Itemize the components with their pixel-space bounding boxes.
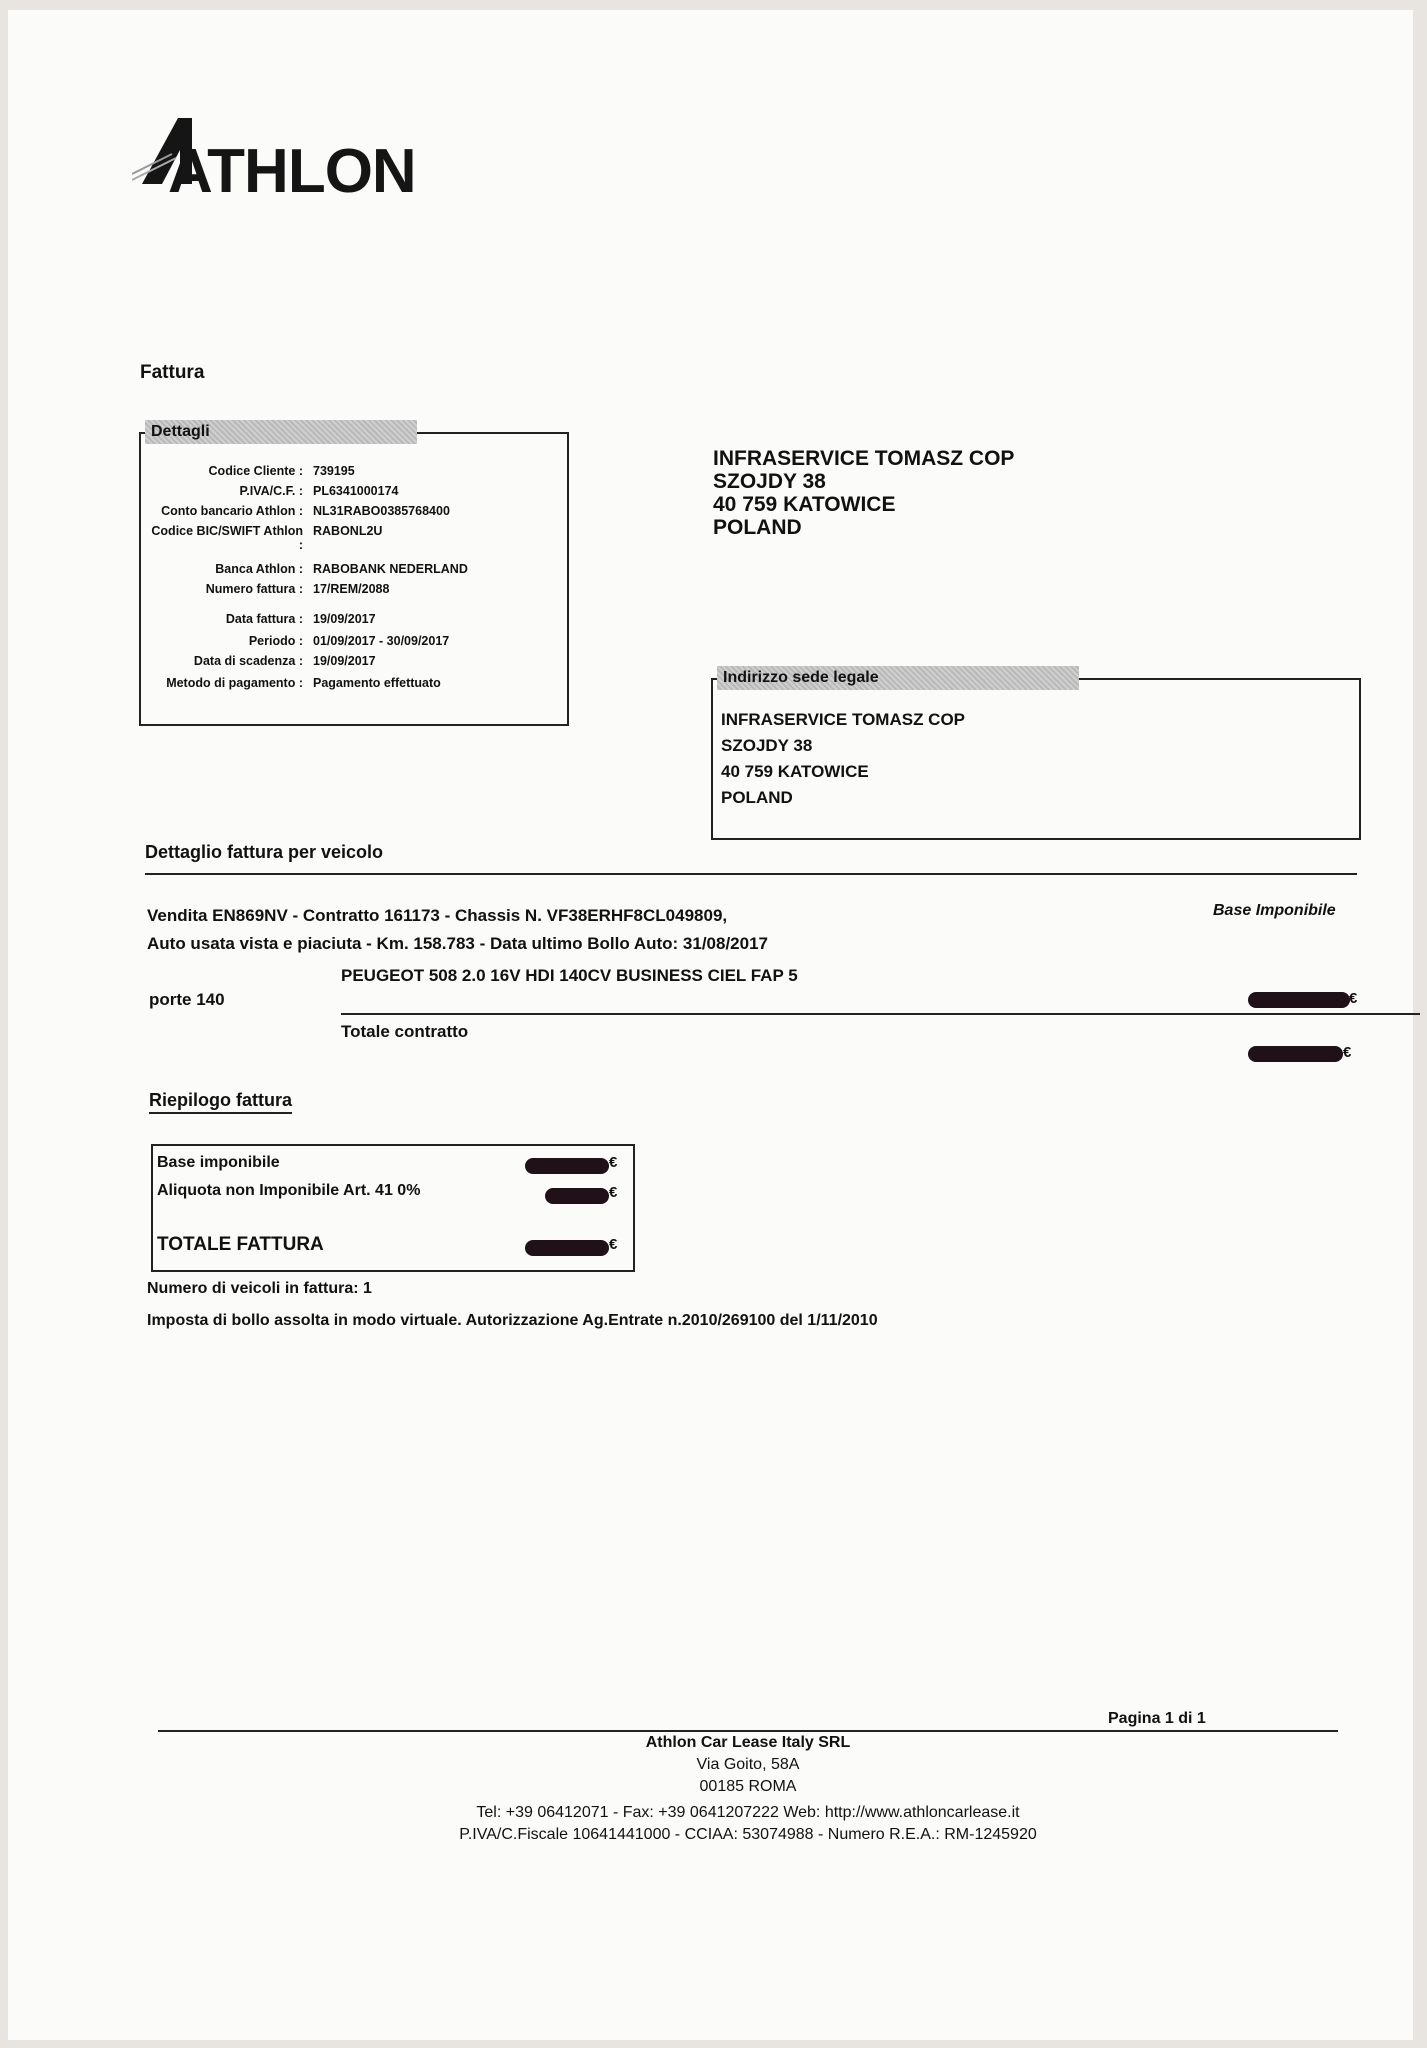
details-row-label: Data di scadenza : (193, 654, 303, 668)
legal-address-line: 40 759 KATOWICE (721, 762, 869, 781)
base-imponibile-header: Base Imponibile (1213, 902, 1336, 919)
legal-address-box (711, 669, 1361, 840)
details-row-value: 01/09/2017 - 30/09/2017 (313, 634, 450, 648)
details-row-label: Codice Cliente : (208, 464, 303, 478)
footer-street: Via Goito, 58A (696, 1756, 800, 1773)
summary-aliquota-label: Aliquota non Imponibile Art. 41 0% (157, 1182, 421, 1199)
details-row-value: NL31RABO0385768400 (313, 504, 450, 518)
details-row-label: Numero fattura : (205, 582, 303, 596)
stamp-duty-note: Imposta di bollo assolta in modo virtuale. Autorizzazione Ag.Entrate n.2010/269100 del 1/11/2010 (147, 1312, 878, 1329)
vehicle-model: PEUGEOT 508 2.0 16V HDI 140CV BUSINESS CIEL FAP 5 (341, 966, 798, 985)
redacted-amount (525, 1158, 609, 1174)
details-row-label: : (298, 538, 303, 552)
redacted-amount (525, 1240, 609, 1256)
details-box (139, 423, 569, 726)
footer-contacts: Tel: +39 06412071 - Fax: +39 0641207222 Web: http://www.athloncarlease.it (476, 1804, 1020, 1821)
currency-symbol: € (609, 1184, 618, 1201)
logo-text: ATHLON (168, 137, 416, 206)
athlon-logo (138, 110, 498, 210)
footer-company: Athlon Car Lease Italy SRL (645, 1734, 851, 1751)
vehicle-doors: porte 140 (149, 990, 225, 1009)
details-row-label: Banca Athlon : (215, 562, 303, 576)
legal-address-line: POLAND (721, 788, 793, 807)
legal-address-tab: Indirizzo sede legale (717, 666, 1079, 690)
details-row-label: P.IVA/C.F. : (239, 484, 303, 498)
recipient-line: INFRASERVICE TOMASZ COP (713, 447, 1015, 470)
details-row-value: Pagamento effettuato (313, 676, 441, 690)
footer-fiscal: P.IVA/C.Fiscale 10641441000 - CCIAA: 53074988 - Numero R.E.A.: RM-1245920 (459, 1826, 1037, 1843)
summary-heading: Riepilogo fattura (149, 1090, 292, 1114)
details-row-value: 19/09/2017 (313, 654, 376, 668)
details-tab: Dettagli (145, 420, 417, 444)
footer (158, 1734, 1338, 1844)
redacted-amount (545, 1188, 609, 1204)
vehicle-line-1: Vendita EN869NV - Contratto 161173 - Chassis N. VF38ERHF8CL049809, (147, 906, 728, 925)
redacted-amount (1248, 992, 1350, 1008)
details-row-label: Metodo di pagamento : (166, 676, 303, 690)
details-row-label: Periodo : (248, 634, 303, 648)
vehicle-count: Numero di veicoli in fattura: 1 (147, 1280, 372, 1297)
details-row-value: PL6341000174 (313, 484, 399, 498)
recipient-address (713, 447, 1014, 539)
legal-address-line: SZOJDY 38 (721, 736, 813, 755)
details-row-label: Conto bancario Athlon : (161, 504, 303, 518)
page-number: Pagina 1 di 1 (1108, 1710, 1206, 1727)
divider (341, 1013, 1420, 1015)
invoice-page (8, 10, 1413, 2040)
redacted-amount (1248, 1046, 1343, 1062)
recipient-line: POLAND (713, 516, 802, 539)
details-row-value: 17/REM/2088 (313, 582, 390, 596)
recipient-line: SZOJDY 38 (713, 470, 826, 493)
currency-symbol: € (609, 1236, 618, 1253)
currency-symbol: € (609, 1154, 618, 1171)
summary-box (151, 1144, 635, 1272)
details-row-label: Codice BIC/SWIFT Athlon (151, 524, 303, 538)
footer-city: 00185 ROMA (699, 1778, 797, 1795)
summary-total-label: TOTALE FATTURA (157, 1234, 324, 1255)
vehicle-section-heading: Dettaglio fattura per veicolo (145, 842, 384, 862)
details-row-label: Data fattura : (225, 612, 303, 626)
summary-base-label: Base imponibile (157, 1154, 280, 1171)
details-row-value: RABOBANK NEDERLAND (313, 562, 468, 576)
legal-address-line: INFRASERVICE TOMASZ COP (721, 710, 966, 729)
currency-symbol: € (1343, 1044, 1352, 1061)
details-row-value: RABONL2U (313, 524, 383, 538)
document-title: Fattura (140, 362, 205, 383)
details-row-value: 19/09/2017 (313, 612, 376, 626)
divider (145, 873, 1357, 875)
vehicle-line-2: Auto usata vista e piaciuta - Km. 158.783 - Data ultimo Bollo Auto: 31/08/2017 (147, 934, 768, 953)
details-row-value: 739195 (313, 464, 355, 478)
currency-symbol: € (1349, 990, 1358, 1007)
recipient-line: 40 759 KATOWICE (713, 493, 896, 516)
contract-total-label: Totale contratto (341, 1022, 469, 1041)
footer-divider (158, 1730, 1338, 1732)
